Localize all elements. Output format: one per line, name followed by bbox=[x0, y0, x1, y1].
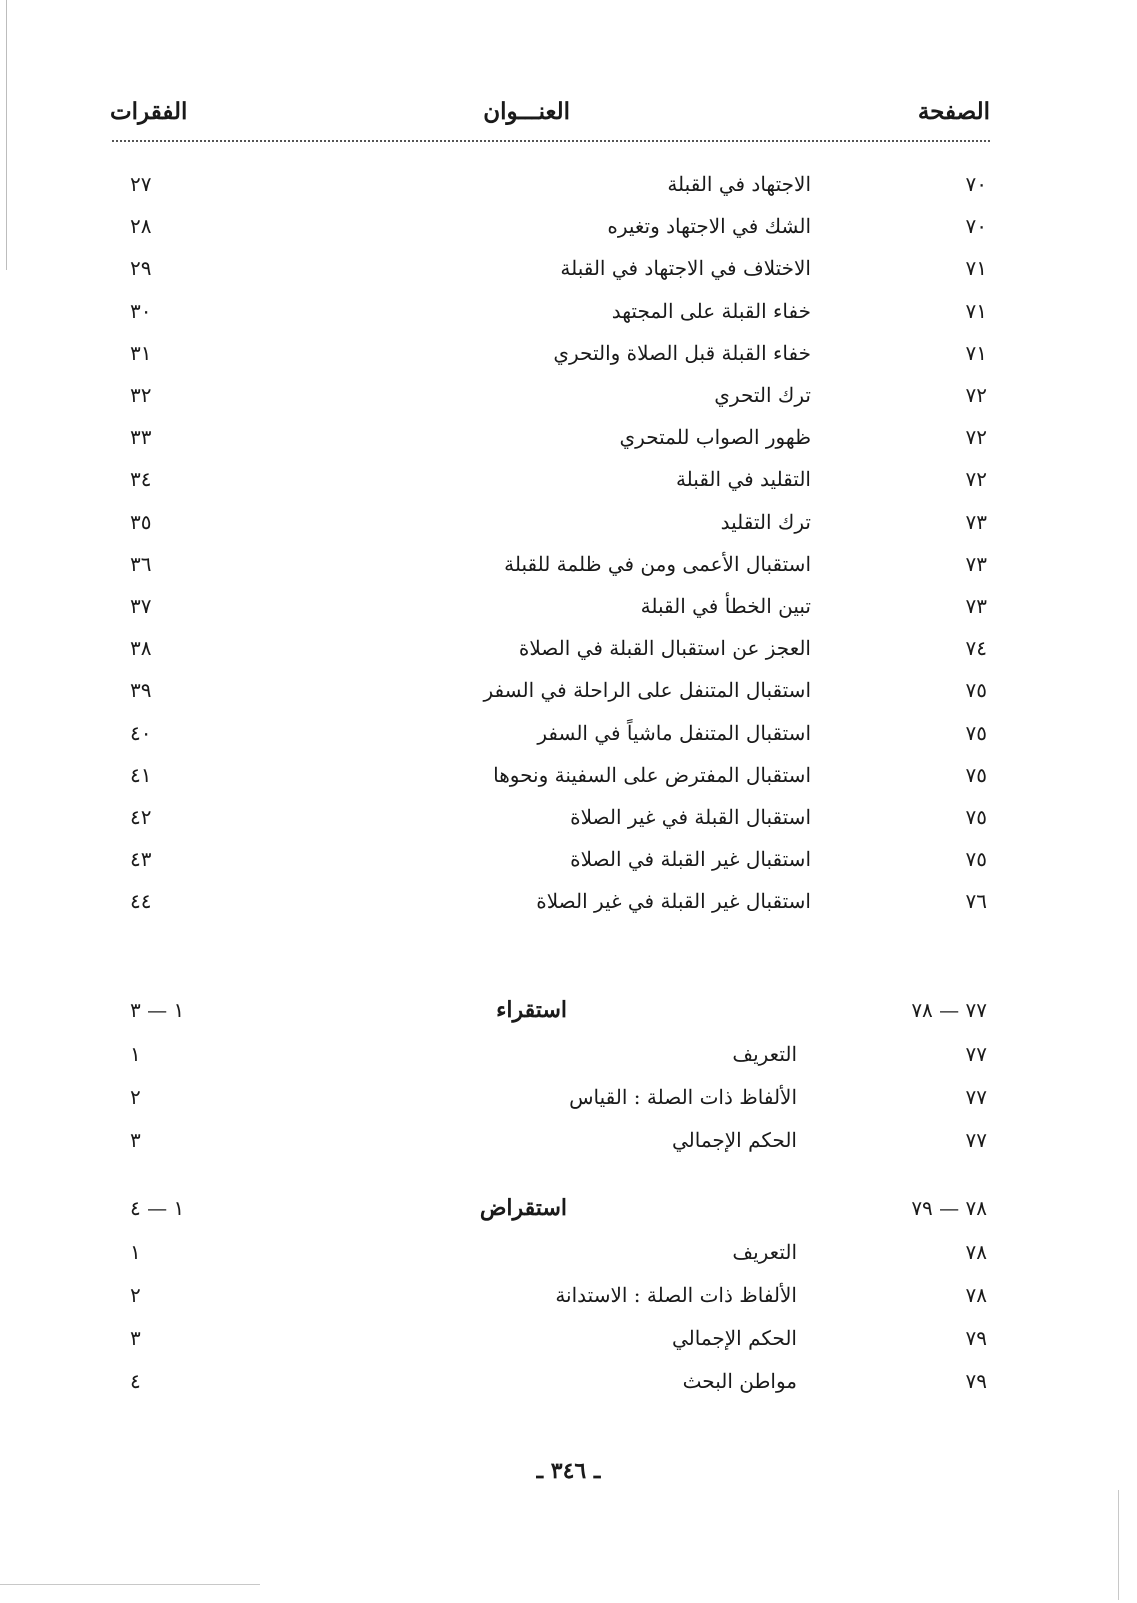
paragraphs-cell: ٣٩ bbox=[130, 678, 152, 703]
title-cell: الألفاظ ذات الصلة : الاستدانة bbox=[555, 1283, 797, 1307]
title-cell: استقبال الأعمى ومن في ظلمة للقبلة bbox=[504, 551, 811, 576]
page-number-cell: ٧٠ bbox=[965, 214, 987, 239]
table-row bbox=[0, 674, 1137, 714]
title-cell: مواطن البحث bbox=[682, 1369, 797, 1393]
title-cell: استقراض bbox=[479, 1195, 567, 1221]
title-cell: خفاء القبلة قبل الصلاة والتحري bbox=[553, 340, 811, 365]
table-row bbox=[0, 295, 1137, 335]
paragraphs-cell: ١ — ٣ bbox=[130, 998, 185, 1022]
table-row bbox=[0, 337, 1137, 377]
table-row bbox=[0, 885, 1137, 925]
paragraphs-cell: ٤٤ bbox=[130, 889, 152, 914]
page-number-cell: ٧٥ bbox=[965, 678, 987, 703]
title-cell: العجز عن استقبال القبلة في الصلاة bbox=[518, 636, 811, 661]
title-cell: الحكم الإجمالي bbox=[671, 1128, 797, 1152]
table-row bbox=[0, 590, 1137, 630]
section-item-row bbox=[0, 1365, 1137, 1405]
table-row bbox=[0, 632, 1137, 672]
page-number-cell: ٧٢ bbox=[965, 383, 987, 407]
section-item-row bbox=[0, 1124, 1137, 1164]
title-cell: ترك التقليد bbox=[720, 509, 811, 534]
paragraphs-cell: ٤٣ bbox=[130, 847, 152, 872]
paragraphs-cell: ٢ bbox=[130, 1283, 141, 1307]
title-cell: التقليد في القبلة bbox=[675, 467, 811, 492]
title-cell: استقبال المتنفل ماشياً في السفر bbox=[537, 720, 811, 745]
title-cell: الاجتهاد في القبلة bbox=[667, 172, 811, 196]
paragraphs-cell: ٤ bbox=[130, 1369, 141, 1393]
page-number-cell: ٧٧ — ٧٨ bbox=[911, 998, 987, 1022]
paragraphs-cell: ١ bbox=[130, 1042, 141, 1066]
title-cell: استقبال المفترض على السفينة ونحوها bbox=[493, 762, 811, 787]
page-number-cell: ٧٨ — ٧٩ bbox=[911, 1196, 987, 1220]
paragraphs-cell: ٣٧ bbox=[130, 594, 152, 618]
page-number-cell: ٧٩ bbox=[965, 1326, 987, 1350]
page-number-cell: ٧٥ bbox=[965, 762, 987, 787]
table-row bbox=[0, 379, 1137, 419]
page-number-cell: ٧١ bbox=[965, 256, 987, 281]
section-item-row bbox=[0, 1038, 1137, 1078]
table-row bbox=[0, 210, 1137, 250]
title-cell: استقبال غير القبلة في الصلاة bbox=[570, 847, 811, 872]
paragraphs-cell: ٤٠ bbox=[130, 720, 152, 745]
page-number-cell: ٧١ bbox=[965, 340, 987, 365]
paragraphs-cell: ٣ bbox=[130, 1326, 141, 1350]
title-cell: الحكم الإجمالي bbox=[671, 1326, 797, 1350]
paragraphs-cell: ٣١ bbox=[130, 340, 152, 365]
table-row bbox=[0, 421, 1137, 461]
paragraphs-cell: ٢٨ bbox=[130, 214, 152, 239]
paragraphs-cell: ٣ bbox=[130, 1128, 141, 1152]
header-title-column: العنـــوان bbox=[483, 98, 570, 125]
paragraphs-cell: ٣٣ bbox=[130, 425, 152, 450]
table-row bbox=[0, 759, 1137, 799]
page-number-cell: ٧٥ bbox=[965, 720, 987, 745]
page-number-cell: ٧١ bbox=[965, 298, 987, 323]
table-row bbox=[0, 506, 1137, 546]
table-row bbox=[0, 717, 1137, 757]
page-number-cell: ٧٥ bbox=[965, 847, 987, 872]
page-number-cell: ٧٦ bbox=[965, 889, 987, 914]
page-number-cell: ٧٧ bbox=[965, 1128, 987, 1152]
section-item-row bbox=[0, 1081, 1137, 1121]
title-cell: التعريف bbox=[732, 1240, 797, 1264]
title-cell: ظهور الصواب للمتحري bbox=[619, 425, 811, 450]
page-number-cell: ٧٣ bbox=[965, 551, 987, 576]
paragraphs-cell: ٤١ bbox=[130, 762, 152, 787]
title-cell: خفاء القبلة على المجتهد bbox=[611, 298, 811, 323]
table-row bbox=[0, 463, 1137, 503]
table-row bbox=[0, 252, 1137, 292]
table-row bbox=[0, 548, 1137, 588]
page-number-cell: ٧٣ bbox=[965, 594, 987, 618]
title-cell: الألفاظ ذات الصلة : القياس bbox=[569, 1085, 797, 1109]
section-heading-row bbox=[0, 994, 1137, 1034]
page-number-cell: ٧٧ bbox=[965, 1042, 987, 1066]
table-row bbox=[0, 801, 1137, 841]
paragraphs-cell: ٣٥ bbox=[130, 509, 152, 534]
paragraphs-cell: ٢٧ bbox=[130, 172, 152, 196]
table-row bbox=[0, 843, 1137, 883]
title-cell: استقراء bbox=[496, 997, 567, 1023]
title-cell: استقبال غير القبلة في غير الصلاة bbox=[536, 889, 811, 914]
section-item-row bbox=[0, 1322, 1137, 1362]
title-cell: استقبال القبلة في غير الصلاة bbox=[570, 805, 811, 829]
paragraphs-cell: ١ bbox=[130, 1240, 141, 1264]
title-cell: تبين الخطأ في القبلة bbox=[640, 594, 811, 618]
title-cell: ترك التحري bbox=[714, 383, 811, 407]
page-number-cell: ٧٧ bbox=[965, 1085, 987, 1109]
page-number-cell: ٧٨ bbox=[965, 1283, 987, 1307]
section-item-row bbox=[0, 1279, 1137, 1319]
section-heading-row bbox=[0, 1192, 1137, 1232]
section-item-row bbox=[0, 1236, 1137, 1276]
title-cell: الشك في الاجتهاد وتغيره bbox=[607, 214, 811, 239]
page-number-cell: ٧٢ bbox=[965, 467, 987, 492]
page-number-cell: ٧٥ bbox=[965, 805, 987, 829]
header-paragraphs-column: الفقرات bbox=[110, 98, 188, 125]
page-number: ـ ٣٤٦ ـ bbox=[536, 1458, 601, 1484]
paragraphs-cell: ٢٩ bbox=[130, 256, 152, 281]
paragraphs-cell: ٣٢ bbox=[130, 383, 152, 407]
title-cell: استقبال المتنفل على الراحلة في السفر bbox=[483, 678, 811, 703]
page-number-cell: ٧٨ bbox=[965, 1240, 987, 1264]
table-row bbox=[0, 168, 1137, 208]
paragraphs-cell: ٣٦ bbox=[130, 551, 152, 576]
paragraphs-cell: ٣٠ bbox=[130, 298, 152, 323]
paragraphs-cell: ٤٢ bbox=[130, 805, 152, 829]
paragraphs-cell: ٢ bbox=[130, 1085, 141, 1109]
title-cell: الاختلاف في الاجتهاد في القبلة bbox=[560, 256, 811, 281]
page-number-cell: ٧٢ bbox=[965, 425, 987, 450]
page-number-cell: ٧٩ bbox=[965, 1369, 987, 1393]
title-cell: التعريف bbox=[732, 1042, 797, 1066]
page-number-cell: ٧٠ bbox=[965, 172, 987, 196]
page-number-cell: ٧٤ bbox=[965, 636, 987, 661]
page-number-cell: ٧٣ bbox=[965, 509, 987, 534]
paragraphs-cell: ٣٨ bbox=[130, 636, 152, 661]
header-page-column: الصفحة bbox=[917, 98, 990, 125]
paragraphs-cell: ١ — ٤ bbox=[130, 1196, 185, 1220]
paragraphs-cell: ٣٤ bbox=[130, 467, 152, 492]
